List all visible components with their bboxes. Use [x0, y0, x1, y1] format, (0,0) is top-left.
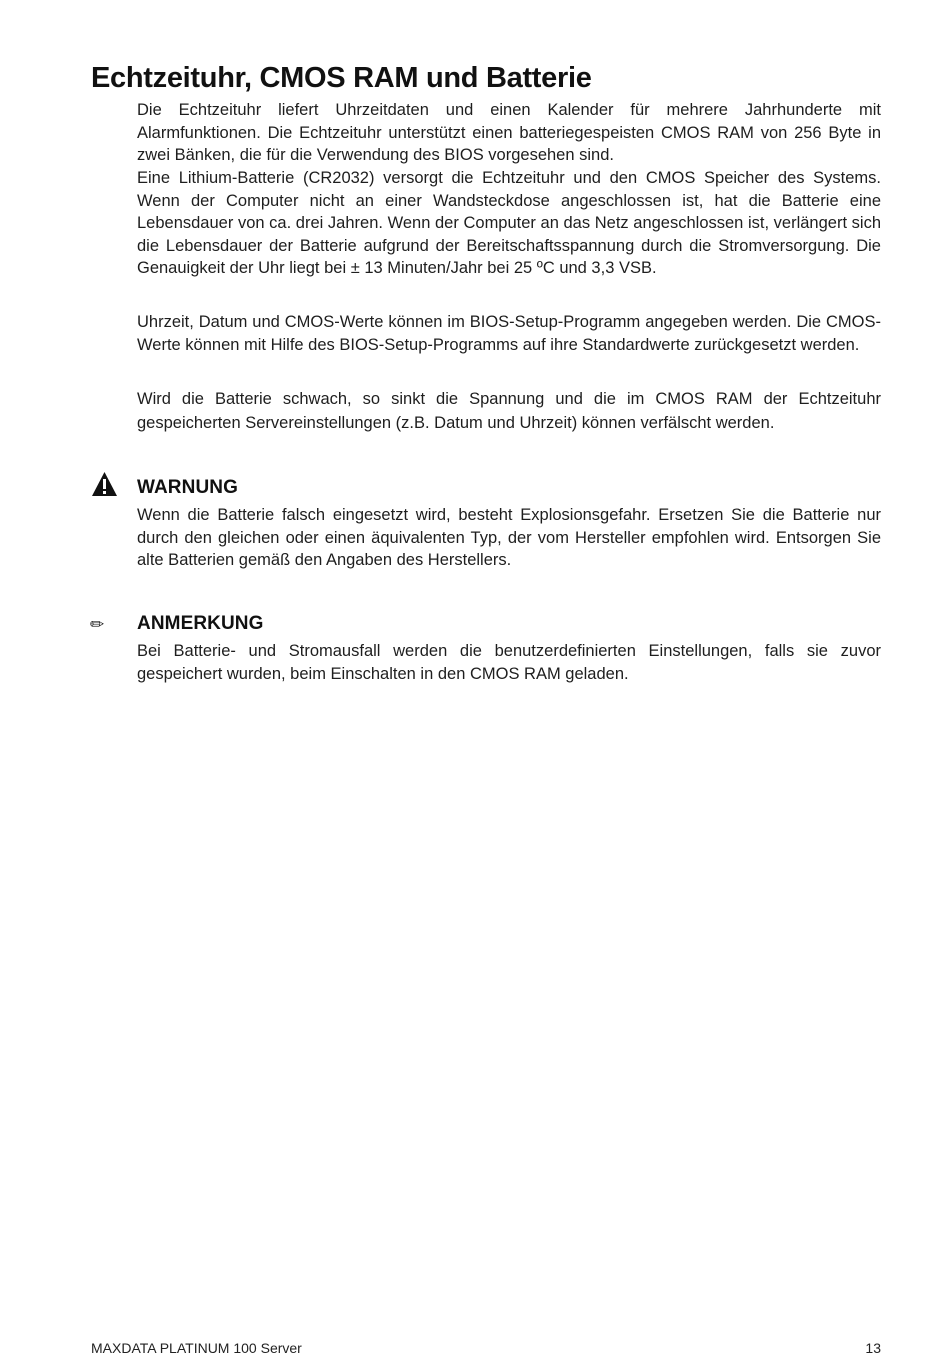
paragraph-low-battery [137, 387, 881, 435]
paragraph-text: Die Echtzeituhr liefert Uhrzeitdaten und einen Kalender für mehrere Jahrhunderte mit Alarmfunktionen. Die Echtzeituhr unterstützt einen batteriegespeisten CMOS RAM von 256 Byte in zwei Bänken, die für die Verwendung des BIOS vorgesehen sind. [137, 101, 881, 164]
paragraph-text: Wird die Batterie schwach, so sinkt die Spannung und die im CMOS RAM der Echtzeituhr gespeicherten Servereinstellungen (z.B. Datum und Uhrzeit) können verfälscht werden. [137, 390, 881, 432]
warning-triangle-icon [91, 471, 118, 497]
note-box [137, 640, 881, 685]
pencil-icon: ✏ [90, 615, 105, 635]
warning-box [137, 504, 881, 572]
footer-product: MAXDATA PLATINUM 100 Server [91, 1340, 302, 1356]
paragraph-text: Eine Lithium-Batterie (CR2032) versorgt die Echtzeituhr und den CMOS Speicher des Systems. Wenn der Computer nicht an einer Wandsteckdose angeschlossen ist, hat die Batterie eine Lebensdauer von ca. drei Jahren. Wenn der Computer an das Netz angeschlossen ist, verlängert sich die Lebensdauer der Batterie aufgrund der Bereitschaftsspannung durch die Stromversorgung. Die Genauigkeit der Uhr liegt bei ± 13 Minuten/Jahr bei 25 ºC und 3,3 VSB. [137, 169, 881, 277]
paragraph-bios-setup [137, 311, 881, 356]
paragraph-text: Uhrzeit, Datum und CMOS-Werte können im BIOS-Setup-Programm angegeben werden. Die CMOS-Werte können mit Hilfe des BIOS-Setup-Programms auf ihre Standardwerte zurückgesetzt werden. [137, 313, 881, 354]
warning-text: Wenn die Batterie falsch eingesetzt wird, besteht Explosionsgefahr. Ersetzen Sie die Batterie nur durch den gleichen oder einen äquivalenten Typ, der vom Hersteller empfohlen wird. Entsorgen Sie alte Batterien gemäß den Angaben des Herstellers. [137, 506, 881, 569]
page-title: Echtzeituhr, CMOS RAM und Batterie [91, 62, 592, 94]
note-text: Bei Batterie- und Stromausfall werden die benutzerdefinierten Einstellungen, falls sie zuvor gespeichert wurden, beim Einschalten in den CMOS RAM geladen. [137, 642, 881, 683]
warning-heading: WARNUNG [137, 477, 238, 498]
page-number: 13 [865, 1340, 881, 1356]
paragraph-battery-info [137, 167, 881, 280]
paragraph-rtc-overview [137, 99, 881, 167]
note-heading: ANMERKUNG [137, 613, 264, 634]
